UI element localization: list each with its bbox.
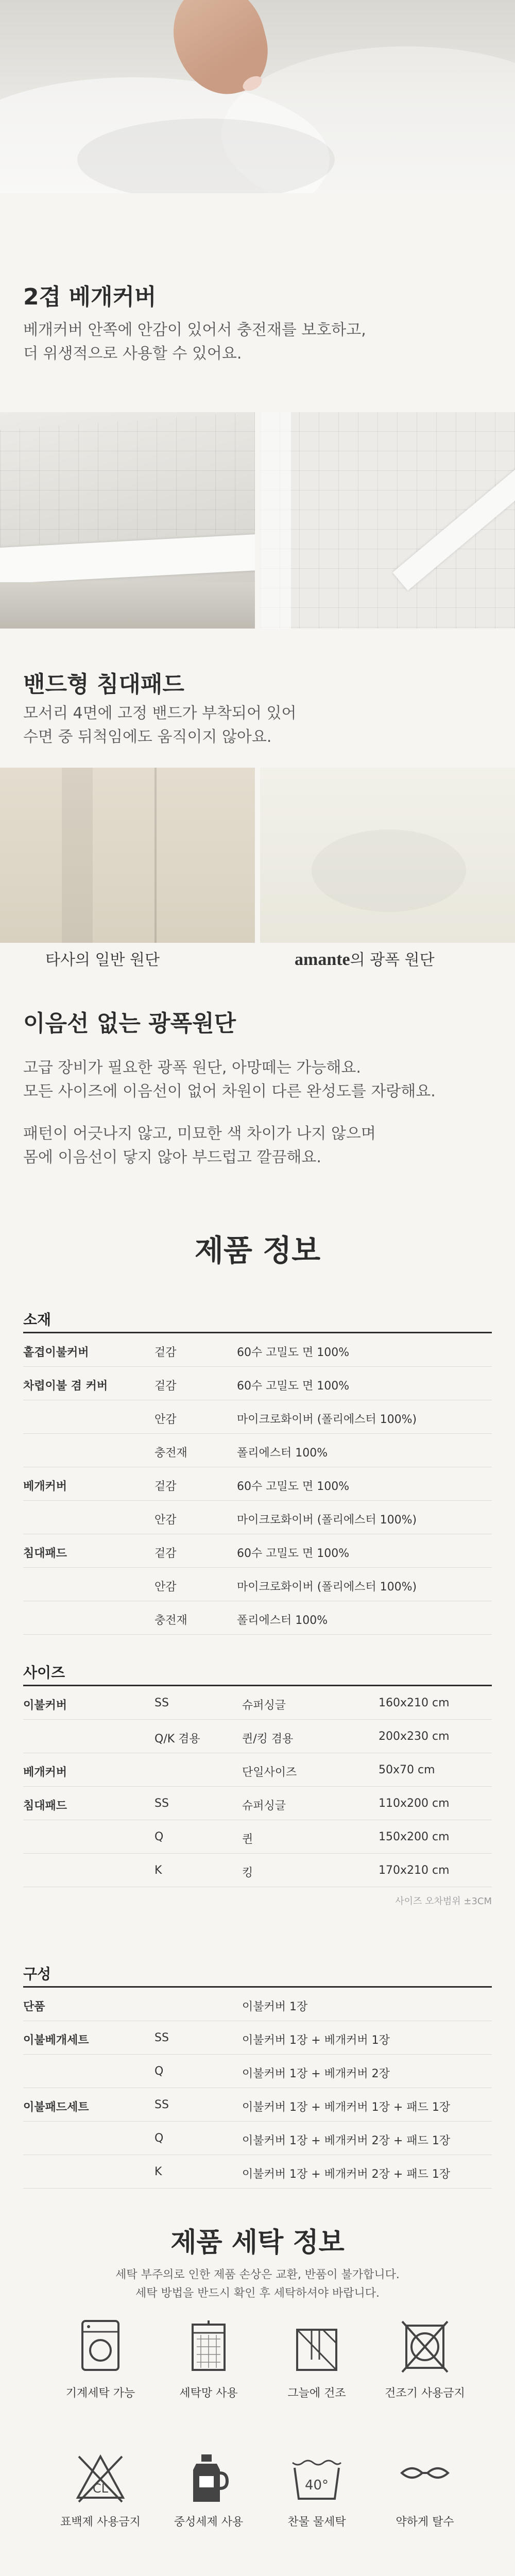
size-tolerance-note: 사이즈 오차범위 ±3CM <box>395 1896 492 1907</box>
other-fabric-caption: 타사의 일반 원단 <box>45 951 160 969</box>
table-cell: 이불패드세트 <box>23 2101 89 2114</box>
table-cell: 마이크로화이버 (폴리에스터 100%) <box>237 1514 417 1527</box>
table-row <box>23 1720 492 1753</box>
pad-line-2: 수면 중 뒤척임에도 움직이지 않아요. <box>23 728 272 746</box>
table-cell: SS <box>154 2098 169 2111</box>
cover-line-1: 베개커버 안쪽에 안감이 있어서 충전재를 보호하고, <box>23 321 366 339</box>
table-cell: 110x200 cm <box>379 1797 450 1810</box>
care-item-laundry-net <box>165 2318 252 2400</box>
table-cell: 킹 <box>242 1867 253 1879</box>
table-row <box>23 1434 492 1467</box>
table-cell: 170x210 cm <box>379 1864 450 1877</box>
table-cell: 폴리에스터 100% <box>237 1447 328 1460</box>
table-cell: 50x70 cm <box>379 1764 435 1776</box>
table-row <box>23 1753 492 1787</box>
table-row <box>23 1534 492 1568</box>
fabric-line-3: 패턴이 어긋나지 않고, 미묘한 색 차이가 나지 않으며 <box>23 1125 376 1143</box>
table-cell: SS <box>154 1697 169 1709</box>
table-cell: 이불커버 1장 + 베개커버 2장 <box>242 2067 390 2080</box>
cover-line-2: 더 위생적으로 사용할 수 있어요. <box>23 345 242 363</box>
table-cell: 겉감 <box>154 1547 177 1560</box>
table-row <box>23 1787 492 1820</box>
material-title: 소재 <box>23 1311 52 1328</box>
cold-wash-icon <box>288 2452 345 2504</box>
fabric-line-2: 모든 사이즈에 이음선이 없어 차원이 다른 완성도를 자랑해요. <box>23 1082 436 1100</box>
care-label-no-tumble-dry: 건조기 사용금지 <box>385 2387 465 2400</box>
care-subtitle-2: 세탁 방법을 반드시 확인 후 세탁하셔야 바랍니다. <box>135 2287 380 2300</box>
table-cell: K <box>154 1864 162 1877</box>
table-cell: 60수 고밀도 면 100% <box>237 1346 350 1359</box>
amante-brand-inline: amante <box>295 950 350 969</box>
care-title: 제품 세탁 정보 <box>170 2227 345 2258</box>
table-cell: 겉감 <box>154 1346 177 1359</box>
care-label-cold-wash: 찬물 물세탁 <box>287 2516 346 2529</box>
laundry-net-icon <box>185 2318 232 2375</box>
no-tumble-dry-icon <box>399 2318 451 2375</box>
table-cell: 베개커버 <box>23 1766 67 1779</box>
neutral-detergent-icon <box>188 2452 229 2504</box>
table-row <box>23 2122 492 2155</box>
other-fabric-photo <box>0 768 255 943</box>
table-row <box>23 1988 492 2021</box>
size-title: 사이즈 <box>23 1664 65 1681</box>
table-cell: 퀸 <box>242 1833 253 1846</box>
table-cell: 마이크로화이버 (폴리에스터 100%) <box>237 1581 417 1594</box>
table-cell: 이불커버 1장 + 베개커버 2장 + 패드 1장 <box>242 2168 451 2181</box>
care-item-shade-dry <box>273 2318 360 2400</box>
table-cell: SS <box>154 1797 169 1810</box>
table-cell: 홑겹이불커버 <box>23 1346 89 1359</box>
svg-text:CL: CL <box>92 2481 109 2496</box>
table-cell: 단일사이즈 <box>242 1766 297 1779</box>
table-row <box>23 1686 492 1720</box>
care-label-shade-dry: 그늘에 건조 <box>287 2387 346 2400</box>
table-cell: 겉감 <box>154 1380 177 1393</box>
pad-title: 밴드형 침대패드 <box>23 671 184 698</box>
product-info-title: 제품 정보 <box>194 1233 321 1268</box>
table-cell: Q <box>154 1831 164 1843</box>
table-cell: 안감 <box>154 1413 177 1426</box>
table-row <box>23 1501 492 1534</box>
amante-fabric-caption <box>295 947 435 970</box>
table-row <box>23 2155 492 2189</box>
table-cell: 폴리에스터 100% <box>237 1614 328 1627</box>
pad-photo-corner <box>260 412 515 629</box>
care-item-machine-wash <box>57 2318 144 2400</box>
table-cell: 이불베개세트 <box>23 2034 89 2047</box>
cover-title: 2겹 베개커버 <box>23 284 157 310</box>
care-label-gentle-spin: 약하게 탈수 <box>396 2516 454 2529</box>
fabric-line-1: 고급 장비가 필요한 광폭 원단, 아망떼는 가능해요. <box>23 1059 361 1077</box>
care-item-neutral-detergent <box>165 2452 252 2529</box>
table-cell: 200x230 cm <box>379 1730 450 1743</box>
pad-line-1: 모서리 4면에 고정 밴드가 부착되어 있어 <box>23 704 297 722</box>
table-row <box>23 1400 492 1434</box>
composition-title: 구성 <box>23 1965 52 1982</box>
table-cell: 60수 고밀도 면 100% <box>237 1547 350 1560</box>
table-cell: Q/K 겸용 <box>154 1733 200 1745</box>
table-cell: 이불커버 1장 <box>242 2001 308 2013</box>
table-cell: 퀸/킹 겸용 <box>242 1733 294 1745</box>
table-cell: 150x200 cm <box>379 1831 450 1843</box>
table-cell: Q <box>154 2132 164 2145</box>
table-row <box>23 1854 492 1887</box>
table-cell: 안감 <box>154 1514 177 1527</box>
table-cell: 차렵이불 겸 커버 <box>23 1380 108 1393</box>
table-cell: 이불커버 1장 + 베개커버 1장 + 패드 1장 <box>242 2101 451 2114</box>
care-item-cold-wash <box>273 2452 360 2529</box>
table-cell: 겉감 <box>154 1480 177 1493</box>
table-cell: 침대패드 <box>23 1547 67 1560</box>
table-cell: 충전재 <box>154 1614 187 1627</box>
care-subtitle-1: 세탁 부주의로 인한 제품 손상은 교환, 반품이 불가합니다. <box>115 2268 400 2281</box>
table-cell: 이불커버 1장 + 베개커버 1장 <box>242 2034 390 2047</box>
table-cell: 슈퍼싱글 <box>242 1699 286 1712</box>
table-cell: 슈퍼싱글 <box>242 1800 286 1812</box>
washing-machine-icon <box>77 2318 124 2375</box>
amante-fabric-photo <box>260 768 515 943</box>
table-row <box>23 1568 492 1601</box>
care-label-neutral-detergent: 중성세제 사용 <box>174 2516 244 2529</box>
table-cell: 160x210 cm <box>379 1697 450 1709</box>
care-item-no-tumble-dry <box>381 2318 469 2400</box>
table-cell: 안감 <box>154 1581 177 1594</box>
table-row <box>23 2088 492 2122</box>
fabric-line-4: 몸에 이음선이 닿지 않아 부드럽고 깔끔해요. <box>23 1148 321 1166</box>
table-row <box>23 1467 492 1501</box>
table-row <box>23 1820 492 1854</box>
table-cell: 이불커버 1장 + 베개커버 2장 + 패드 1장 <box>242 2134 451 2147</box>
table-row <box>23 2055 492 2088</box>
care-label-no-bleach: 표백제 사용금지 <box>60 2516 141 2529</box>
table-cell: 베개커버 <box>23 1480 67 1493</box>
table-cell: K <box>154 2165 162 2178</box>
care-item-no-bleach <box>57 2452 144 2529</box>
table-row <box>23 1333 492 1367</box>
table-row <box>23 1367 492 1400</box>
table-cell: 침대패드 <box>23 1800 67 1812</box>
care-item-gentle-spin <box>381 2452 469 2529</box>
cold-wash-temp: 40° <box>304 2478 329 2493</box>
table-cell: 60수 고밀도 면 100% <box>237 1380 350 1393</box>
table-cell: 단품 <box>23 2001 45 2013</box>
pad-photo-side <box>0 412 255 629</box>
hero-photo-pillow <box>0 0 515 193</box>
care-label-machine-wash: 기계세탁 가능 <box>65 2387 135 2400</box>
table-row <box>23 1601 492 1635</box>
table-row <box>23 2021 492 2055</box>
no-bleach-icon <box>75 2452 126 2504</box>
gentle-spin-icon <box>397 2452 453 2504</box>
table-cell: SS <box>154 2031 169 2044</box>
table-cell: 마이크로화이버 (폴리에스터 100%) <box>237 1413 417 1426</box>
amante-fabric-suffix: 의 광폭 원단 <box>350 951 435 969</box>
table-cell: 이불커버 <box>23 1699 67 1712</box>
table-cell: Q <box>154 2065 164 2078</box>
care-label-laundry-net: 세탁망 사용 <box>179 2387 238 2400</box>
shade-dry-icon <box>291 2318 342 2375</box>
table-cell: 충전재 <box>154 1447 187 1460</box>
table-cell: 60수 고밀도 면 100% <box>237 1480 350 1493</box>
fabric-title: 이음선 없는 광폭원단 <box>23 1010 236 1037</box>
